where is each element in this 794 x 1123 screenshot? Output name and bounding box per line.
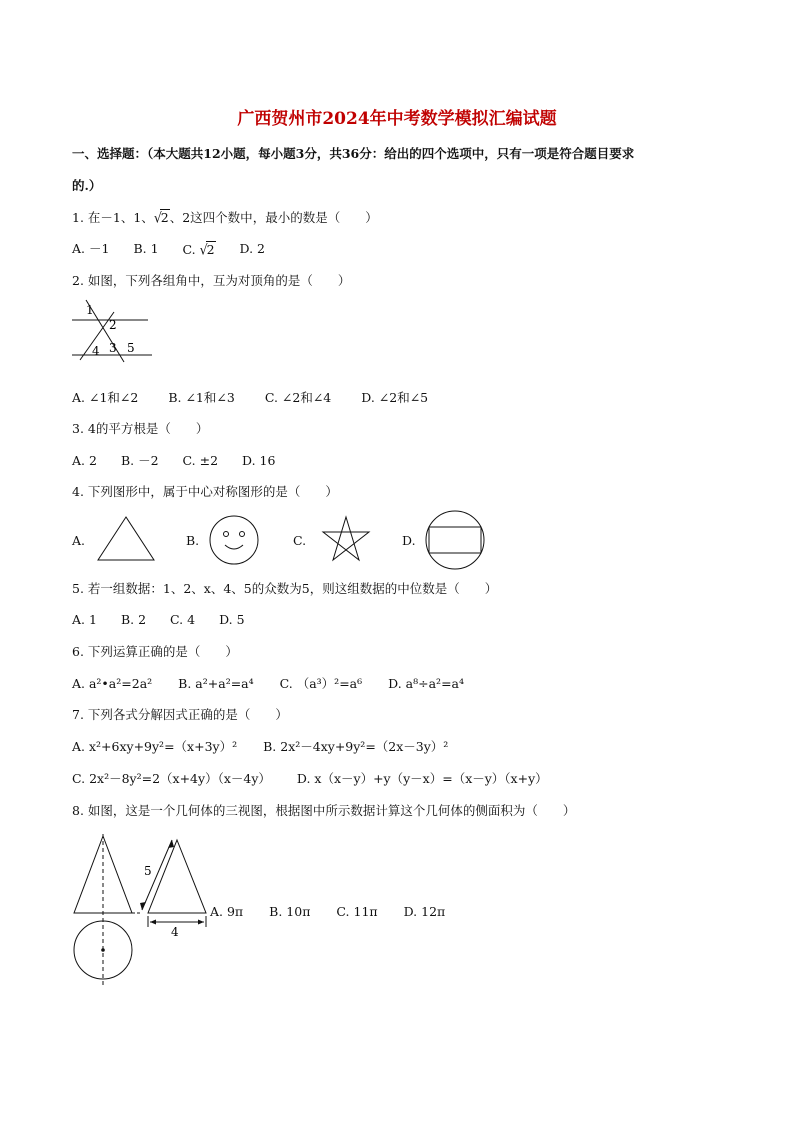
q6-option-b: B. a²+a²=a⁴ [178,676,254,691]
q1-option-c-root: 2 [206,242,215,257]
q7-option-d: D. x（x－y）+y（y－x）=（x－y）（x+y） [296,771,548,786]
q2-options [72,390,428,406]
q1-option-c-prefix: C. [182,242,196,257]
q2-option-b: B. ∠1和∠3 [168,390,235,405]
q4-option-c-label: C. [293,533,307,548]
q7-stem: 7. 下列各式分解因式正确的是（ ） [72,707,288,722]
angle-label-1: 1 [86,303,94,317]
q1-stem-b: 、2这四个数中，最小的数是（ ） [169,210,378,225]
q2-option-a: A. ∠1和∠2 [72,390,139,405]
q2-angles-figure [72,298,162,364]
q8-option-c: C. 11π [336,904,378,919]
q1-option-d: D. 2 [239,241,266,256]
q4-option-b-label: B. [186,533,200,548]
angle-label-2: 2 [109,318,117,332]
q8-options [210,904,445,920]
q4-option-d-label: D. [402,533,416,548]
q6-options [72,676,464,692]
q3-option-a: A. 2 [72,453,97,468]
arrowhead-icon [198,920,204,925]
q5-options [72,612,245,628]
sqrt-icon: √ [153,209,162,226]
q4-option-a-label: A. [72,533,86,548]
smiley-face-icon [208,514,262,566]
q6-option-c: C. （a³）²=a⁶ [279,676,363,691]
q3-option-c: C. ±2 [182,453,219,468]
q3-option-d: D. 16 [242,453,276,468]
q5-option-d: D. 5 [219,612,245,627]
q2-option-d: D. ∠2和∠5 [361,390,429,405]
q7-option-b: B. 2x²－4xy+9y²=（2x－3y）² [263,739,449,754]
q7-options-row1 [72,739,448,755]
q3-options [72,453,275,469]
q1-option-c [183,241,216,258]
circle-with-rectangle-icon [422,508,488,572]
q1-stem-a: 1. 在－1、1、 [72,210,154,225]
q8-three-views-figure [72,830,212,990]
q1-option-b: B. 1 [133,241,159,256]
q5-option-b: B. 2 [120,612,147,627]
q3-stem: 3. 4的平方根是（ ） [72,421,209,436]
star-icon [318,514,374,566]
q5-option-c: C. 4 [170,612,196,627]
q8-option-a: A. 9π [210,904,244,919]
q2-stem: 2. 如图，下列各组角中，互为对顶角的是（ ） [72,273,351,288]
q4-stem: 4. 下列图形中，属于中心对称图形的是（ ） [72,484,338,499]
q6-option-a: A. a²•a²=2a² [72,676,153,691]
q3-option-b: B. －2 [120,453,159,468]
section-header-cont: 的.） [72,178,102,193]
slant-dimension-label: 5 [144,864,152,878]
q5-stem: 5. 若一组数据：1、2、x、4、5的众数为5，则这组数据的中位数是（ ） [72,581,498,596]
section-header: 一、选择题：（本大题共12小题，每小题3分，共36分：给出的四个选项中，只有一项是符合题目要求 [72,146,635,161]
q1-option-a: A. －1 [72,241,110,256]
q6-stem: 6. 下列运算正确的是（ ） [72,644,238,659]
q1-stem [72,209,378,226]
front-view-triangle [74,836,132,913]
angle-label-3: 3 [109,341,117,355]
q2-option-c: C. ∠2和∠4 [264,390,332,405]
q7-option-a: A. x²+6xy+9y²=（x+3y）² [72,739,238,754]
q1-root-value: 2 [160,210,169,225]
angle-label-5: 5 [127,341,135,355]
q5-option-a: A. 1 [72,612,97,627]
sqrt-icon: √ [199,241,208,258]
q6-option-d: D. a⁸÷a²=a⁴ [388,676,465,691]
angle-label-4: 4 [92,344,100,358]
q8-option-b: B. 10π [269,904,311,919]
q1-options [72,241,265,258]
q7-options-row2 [72,771,548,787]
q8-option-d: D. 12π [403,904,446,919]
arrowhead-icon [150,920,156,925]
base-dimension-label: 4 [171,925,179,939]
q7-option-c: C. 2x²－8y²=2（x+4y）（x－4y） [72,771,271,786]
triangle-icon [96,514,158,564]
q8-stem: 8. 如图，这是一个几何体的三视图，根据图中所示数据计算这个几何体的侧面积为（ ） [72,803,576,818]
page-title: 广西贺州市2024年中考数学模拟汇编试题 [237,109,557,129]
